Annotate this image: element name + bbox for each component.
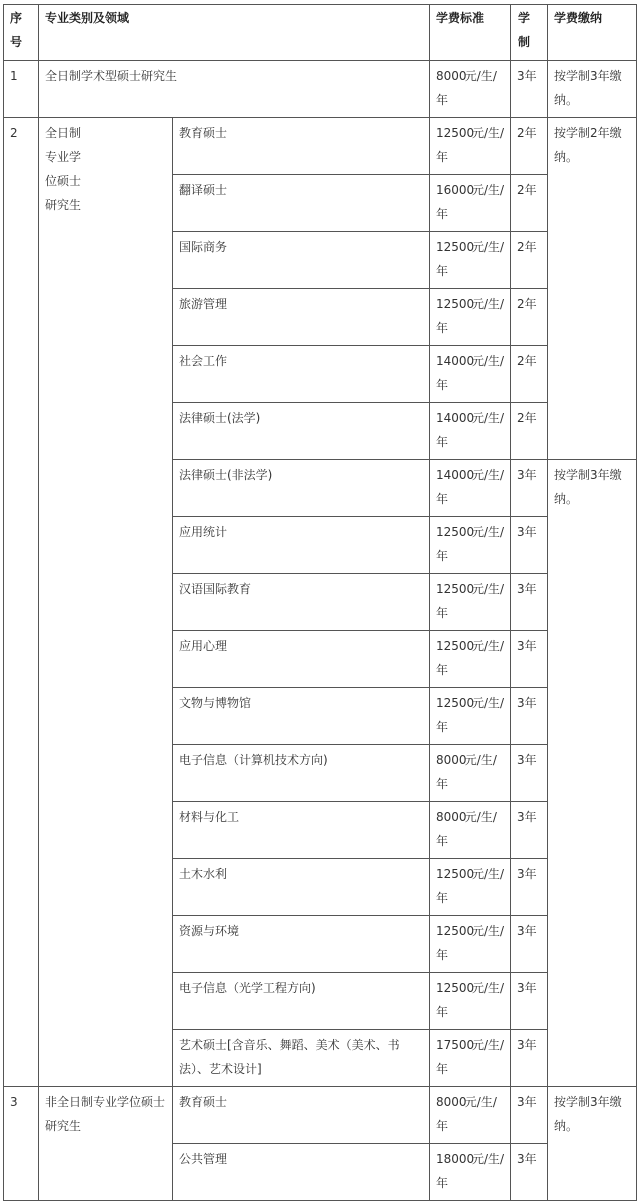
fee-unit-year: 年 [436, 321, 449, 335]
header-category: 专业类别及领域 [45, 11, 130, 25]
fee-unit-year: 年 [436, 720, 449, 734]
years-value: 3年 [517, 753, 537, 767]
category-line: 研究生 [45, 198, 82, 212]
major-name: 旅游管理 [179, 297, 228, 311]
fee-value: 12500 [436, 297, 475, 311]
fee-unit: 元/生/ [464, 1095, 497, 1109]
major-name: 电子信息（计算机技术方向) [179, 753, 328, 767]
fee-unit-year: 年 [436, 264, 449, 278]
years-value: 3年 [517, 867, 537, 881]
years-value: 3年 [517, 981, 537, 995]
major-name: 社会工作 [179, 354, 228, 368]
years-value: 3年 [517, 696, 537, 710]
v-rule [38, 4, 39, 1201]
h-rule [172, 915, 548, 916]
category-line: 全日制学术型硕士研究生 [45, 69, 178, 83]
fee-value: 14000 [436, 411, 475, 425]
fee-value: 17500 [436, 1038, 475, 1052]
v-rule [172, 117, 173, 1087]
fee-unit-year: 年 [436, 948, 449, 962]
header-years-line1: 学 [518, 11, 531, 25]
fee-value: 12500 [436, 981, 475, 995]
fee-value: 12500 [436, 924, 475, 938]
row-seq: 1 [10, 69, 18, 83]
fee-unit-year: 年 [436, 207, 449, 221]
fee-unit: 元/生/ [472, 639, 505, 653]
v-rule [3, 4, 4, 1201]
h-rule [172, 516, 548, 517]
years-value: 3年 [517, 1095, 537, 1109]
major-name: 电子信息（光学工程方向) [179, 981, 316, 995]
years-value: 3年 [517, 639, 537, 653]
h-rule [172, 801, 548, 802]
major-name: 文物与博物馆 [179, 696, 252, 710]
h-rule [172, 687, 548, 688]
h-rule [172, 1029, 548, 1030]
fee-value: 8000 [436, 1095, 467, 1109]
category-line: 非全日制专业学位硕士 [45, 1095, 166, 1109]
h-rule [172, 402, 548, 403]
years-value: 3年 [517, 810, 537, 824]
years-value: 2年 [517, 297, 537, 311]
header-payment: 学费缴纳 [554, 11, 603, 25]
h-rule [3, 117, 637, 118]
payment-line: 纳。 [554, 93, 579, 107]
years-value: 2年 [517, 240, 537, 254]
years-value: 2年 [517, 411, 537, 425]
fee-value: 12500 [436, 867, 475, 881]
fee-unit-year: 年 [436, 1005, 449, 1019]
row-seq: 3 [10, 1095, 18, 1109]
fee-unit: 元/生/ [472, 468, 505, 482]
years-value: 2年 [517, 183, 537, 197]
major-name: 汉语国际教育 [179, 582, 252, 596]
header-fee: 学费标准 [436, 11, 485, 25]
fee-unit: 元/生/ [472, 981, 505, 995]
major-name: 公共管理 [179, 1152, 228, 1166]
payment-line: 按学制3年缴 [554, 1095, 622, 1109]
fee-value: 12500 [436, 639, 475, 653]
major-name: 应用统计 [179, 525, 228, 539]
header-years-line2: 制 [518, 35, 531, 49]
row-seq: 2 [10, 126, 18, 140]
h-rule [172, 573, 548, 574]
category-line: 专业学 [45, 150, 82, 164]
fee-value: 16000 [436, 183, 475, 197]
h-rule [172, 174, 548, 175]
h-rule [172, 231, 548, 232]
fee-value: 12500 [436, 525, 475, 539]
header-seq-line1: 序 [10, 11, 23, 25]
category-line: 位硕士 [45, 174, 82, 188]
fee-value: 12500 [436, 240, 475, 254]
h-rule [547, 459, 637, 460]
fee-unit-year: 年 [436, 1062, 449, 1076]
v-rule [636, 4, 637, 1201]
category-line: 研究生 [45, 1119, 82, 1133]
fee-value: 12500 [436, 696, 475, 710]
years-value: 3年 [517, 69, 537, 83]
h-rule [172, 1143, 548, 1144]
h-rule [172, 459, 548, 460]
major-name: 法律硕士(非法学) [179, 468, 273, 482]
major-name: 法律硕士(法学) [179, 411, 261, 425]
fee-unit-year: 年 [436, 435, 449, 449]
major-name: 材料与化工 [179, 810, 240, 824]
major-name: 应用心理 [179, 639, 228, 653]
fee-unit: 元/生/ [472, 696, 505, 710]
fee-value: 8000 [436, 69, 467, 83]
v-rule [429, 4, 430, 1201]
fee-unit-year: 年 [436, 891, 449, 905]
major-name: 法）、艺术设计] [179, 1062, 262, 1076]
fee-unit: 元/生/ [472, 183, 505, 197]
years-value: 3年 [517, 468, 537, 482]
fee-unit: 元/生/ [472, 1038, 505, 1052]
years-value: 3年 [517, 924, 537, 938]
h-rule [172, 288, 548, 289]
payment-line: 纳。 [554, 150, 579, 164]
h-rule [172, 345, 548, 346]
years-value: 3年 [517, 582, 537, 596]
payment-line: 按学制3年缴 [554, 468, 622, 482]
fee-unit: 元/生/ [472, 1152, 505, 1166]
fee-value: 14000 [436, 354, 475, 368]
fee-unit: 元/生/ [472, 867, 505, 881]
years-value: 3年 [517, 1038, 537, 1052]
fee-unit: 元/生/ [464, 753, 497, 767]
fee-value: 8000 [436, 810, 467, 824]
fee-value: 14000 [436, 468, 475, 482]
years-value: 3年 [517, 1152, 537, 1166]
fee-unit-year: 年 [436, 663, 449, 677]
fee-unit: 元/生/ [464, 69, 497, 83]
fee-unit-year: 年 [436, 834, 449, 848]
h-rule [172, 744, 548, 745]
fee-unit: 元/生/ [472, 354, 505, 368]
fee-unit: 元/生/ [464, 810, 497, 824]
v-rule [510, 4, 511, 1201]
fee-unit: 元/生/ [472, 297, 505, 311]
fee-unit: 元/生/ [472, 924, 505, 938]
h-rule [172, 858, 548, 859]
major-name: 土木水利 [179, 867, 228, 881]
fee-unit: 元/生/ [472, 525, 505, 539]
category-line: 全日制 [45, 126, 82, 140]
fee-unit-year: 年 [436, 777, 449, 791]
payment-line: 按学制2年缴 [554, 126, 622, 140]
h-rule [3, 60, 637, 61]
major-name: 教育硕士 [179, 1095, 228, 1109]
fee-value: 12500 [436, 126, 475, 140]
fee-unit-year: 年 [436, 492, 449, 506]
payment-line: 纳。 [554, 492, 579, 506]
h-rule [172, 630, 548, 631]
v-rule [172, 1086, 173, 1201]
fee-value: 8000 [436, 753, 467, 767]
fee-unit-year: 年 [436, 1176, 449, 1190]
fee-value: 12500 [436, 582, 475, 596]
payment-line: 按学制3年缴 [554, 69, 622, 83]
years-value: 2年 [517, 126, 537, 140]
header-seq-line2: 号 [10, 35, 23, 49]
fee-unit: 元/生/ [472, 240, 505, 254]
years-value: 2年 [517, 354, 537, 368]
major-name: 艺术硕士[含音乐、舞蹈、美术（美术、书 [179, 1038, 400, 1052]
fee-unit: 元/生/ [472, 582, 505, 596]
major-name: 教育硕士 [179, 126, 228, 140]
fee-unit-year: 年 [436, 549, 449, 563]
payment-line: 纳。 [554, 1119, 579, 1133]
h-rule [3, 4, 637, 5]
h-rule [172, 972, 548, 973]
fee-unit: 元/生/ [472, 126, 505, 140]
fee-unit-year: 年 [436, 378, 449, 392]
fee-unit-year: 年 [436, 1119, 449, 1133]
fee-unit: 元/生/ [472, 411, 505, 425]
major-name: 资源与环境 [179, 924, 240, 938]
fee-unit-year: 年 [436, 606, 449, 620]
v-rule [547, 4, 548, 1201]
fee-unit-year: 年 [436, 150, 449, 164]
fee-value: 18000 [436, 1152, 475, 1166]
years-value: 3年 [517, 525, 537, 539]
h-rule [3, 1086, 637, 1087]
major-name: 翻译硕士 [179, 183, 228, 197]
fee-unit-year: 年 [436, 93, 449, 107]
major-name: 国际商务 [179, 240, 228, 254]
